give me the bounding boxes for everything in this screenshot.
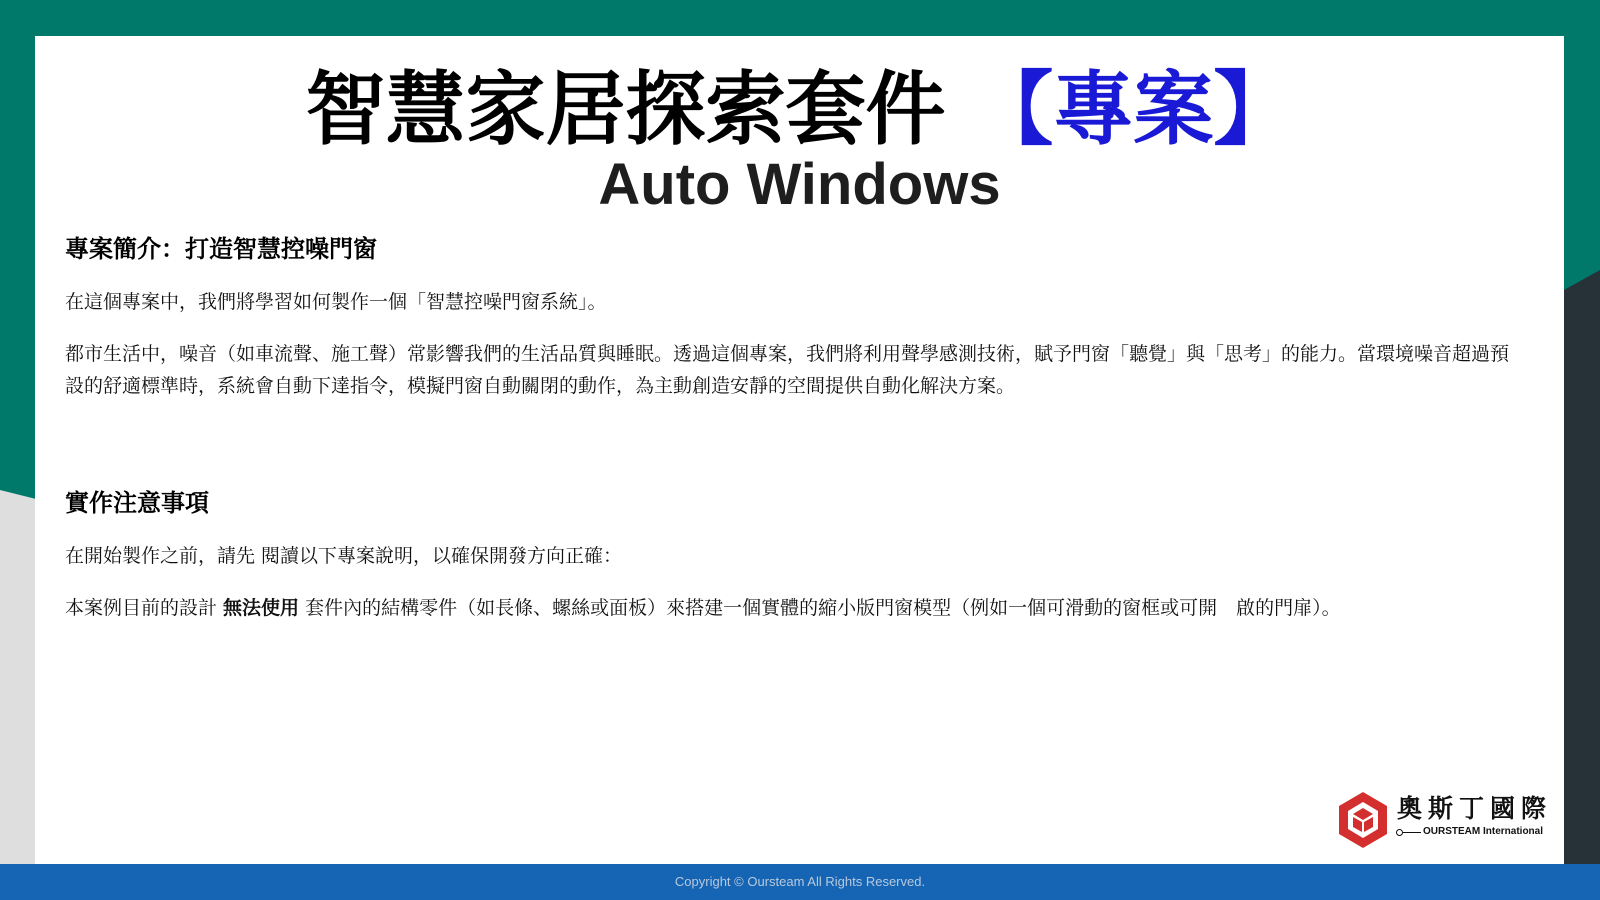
logo-english-name: OURSTEAM International [1423, 826, 1544, 837]
intro-paragraph-2: 都市生活中，噪音（如車流聲、施工聲）常影響我們的生活品質與睡眠。透過這個專案，我們將利用聲學感測技術，賦予門窗「聽覺」與「思考」的能力。當環境噪音超過預設的舒適標準時，系統會自動下達指令，模擬門窗自動關閉的動作，為主動創造安靜的空間提供自動化解決方案。 [65, 343, 1510, 397]
logo-line [1403, 832, 1421, 833]
section-heading-intro: 專案簡介：打造智慧控噪門窗 [65, 235, 377, 263]
title-accent: 【專案】 [973, 63, 1294, 156]
footer-bar [0, 864, 1600, 900]
logo-chinese-name: 奧斯丁國際 [1397, 794, 1553, 823]
notes-paragraph-1: 在開始製作之前，請先 閱讀以下專案說明，以確保開發方向正確： [65, 545, 623, 567]
notes-text-after: 套件內的結構零件（如長條、螺絲或面板）來搭建一個實體的縮小版門窗模型（例如一個可滑動的窗框或可開 啟的門扉）。 [299, 597, 1341, 619]
title-main: 智慧家居探索套件 [305, 63, 946, 156]
footer-copyright: Copyright © Oursteam All Rights Reserved. [674, 874, 926, 889]
notes-text-before: 本案例目前的設計 [65, 597, 224, 619]
page-title [35, 62, 1564, 158]
notes-paragraph-2 [65, 592, 1525, 624]
logo-dot [1396, 829, 1403, 836]
section-heading-notes: 實作注意事項 [65, 489, 209, 517]
notes-text-bold: 無法使用 [223, 597, 300, 619]
slide-card [35, 36, 1564, 864]
company-logo [1335, 790, 1555, 860]
page-subtitle: Auto Windows [598, 152, 1001, 217]
intro-paragraph-1: 在這個專案中，我們將學習如何製作一個「智慧控噪門窗系統」。 [65, 291, 607, 313]
oursteam-cube-logo-icon [1335, 790, 1391, 850]
